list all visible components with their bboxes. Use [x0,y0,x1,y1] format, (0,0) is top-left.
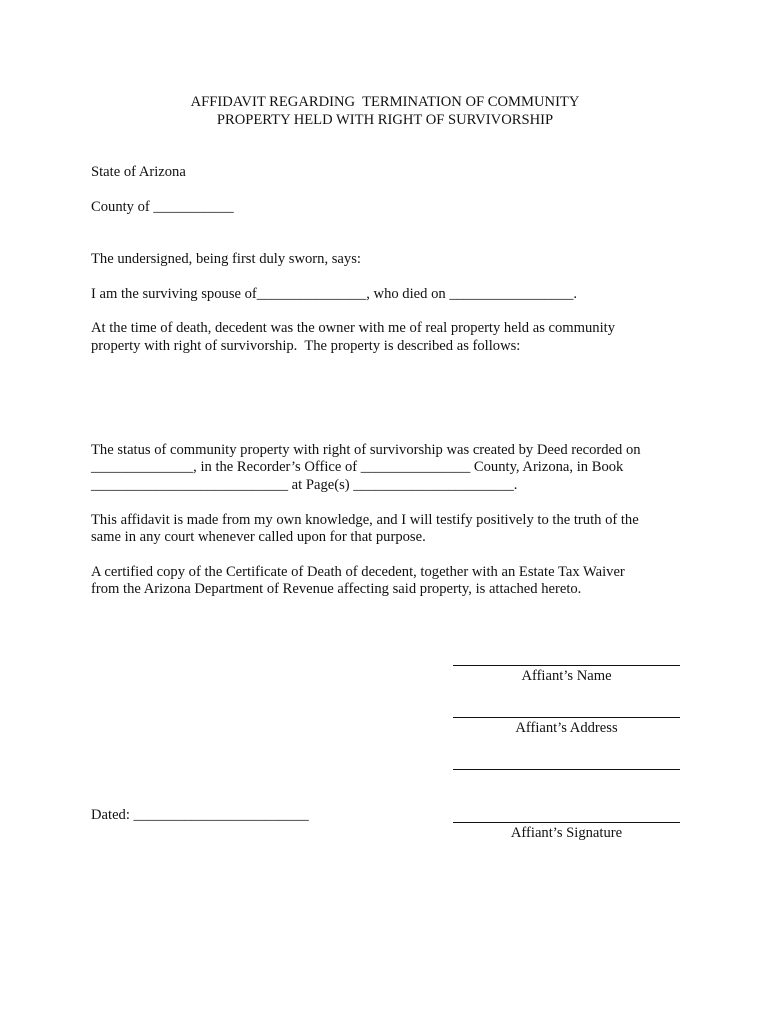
death-paragraph-line-2: property with right of survivorship. The property is described as follows: [91,338,521,354]
certificate-paragraph-line-2: from the Arizona Department of Revenue affecting said property, is attached hereto. [91,581,582,597]
affiant-signature-label: Affiant’s Signature [510,825,623,841]
affiant-address-label: Affiant’s Address [515,720,618,736]
knowledge-paragraph-line-2: same in any court whenever called upon for that purpose. [91,529,426,545]
surviving-spouse-line: I am the surviving spouse of_______________, who died on _________________. [91,286,578,302]
deed-paragraph-line-2: ______________, in the Recorder’s Office of _______________ County, Arizona, in Book [91,459,624,475]
certificate-paragraph-line-1: A certified copy of the Certificate of Death of decedent, together with an Estate Tax Waiver [91,564,625,580]
knowledge-paragraph-line-1: This affidavit is made from my own knowledge, and I will testify positively to the truth of the [91,512,639,528]
state-line: State of Arizona [91,164,186,180]
affiant-address-second-rule [453,769,680,770]
deed-paragraph-line-3: ___________________________ at Page(s) ______________________. [91,477,518,493]
affiant-signature-rule [453,822,680,823]
county-line: County of ___________ [91,199,234,215]
deed-paragraph-line-1: The status of community property with right of survivorship was created by Deed recorded on [91,442,641,458]
affiant-name-rule [453,665,680,666]
sworn-statement: The undersigned, being first duly sworn, says: [91,251,361,267]
affiant-name-label: Affiant’s Name [521,668,612,684]
dated-line: Dated: ________________________ [91,807,309,823]
death-paragraph-line-1: At the time of death, decedent was the owner with me of real property held as community [91,320,615,336]
document-title-line-2: PROPERTY HELD WITH RIGHT OF SURVIVORSHIP [216,112,554,128]
affiant-address-rule [453,717,680,718]
document-title-line-1: AFFIDAVIT REGARDING TERMINATION OF COMMUNITY [190,94,580,110]
